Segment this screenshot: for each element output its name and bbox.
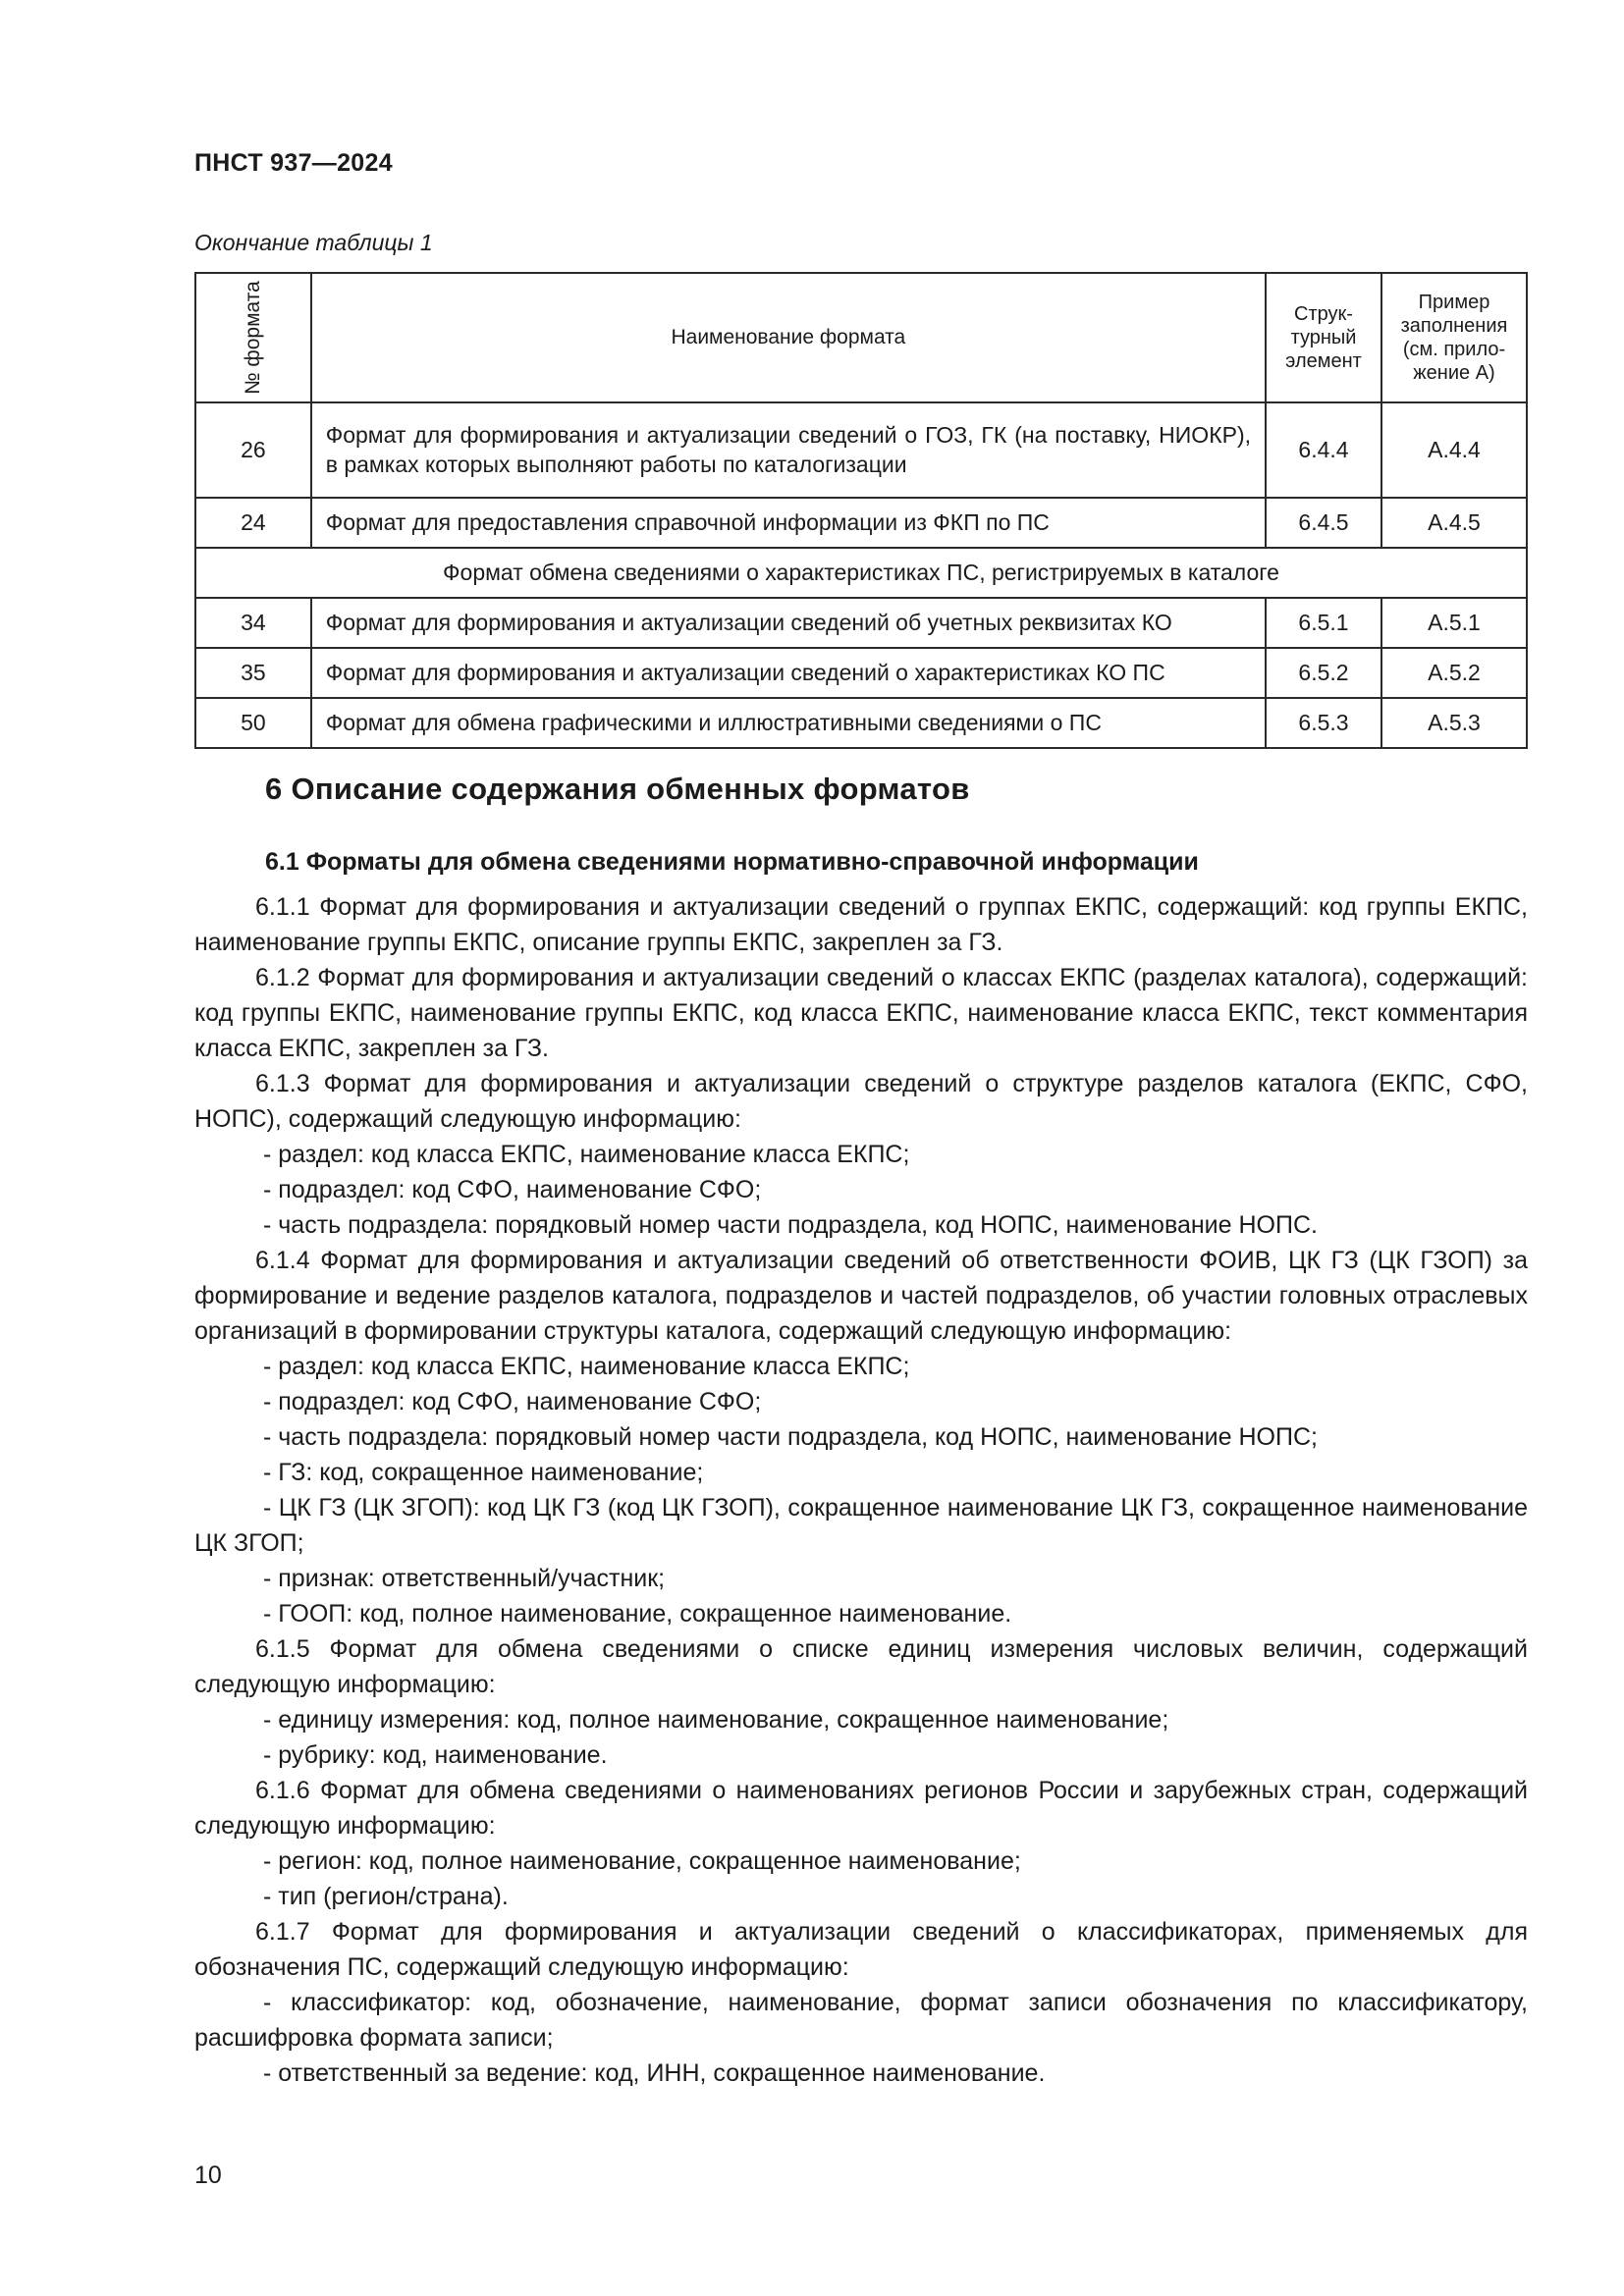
table-section-row	[195, 548, 1527, 598]
list-item: - классификатор: код, обозначение, наименование, формат записи обозначения по классификатору, расшифровка формата записи;	[194, 1989, 1528, 2052]
cell-struct: 6.5.1	[1266, 598, 1381, 648]
cell-struct: 6.4.4	[1266, 402, 1381, 498]
page-number: 10	[194, 2162, 222, 2189]
table-row	[195, 498, 1527, 548]
paragraph: 6.1.6 Формат для обмена сведениями о наименованиях регионов России и зарубежных стран, содержащий следующую информацию:	[194, 1777, 1528, 1840]
list-item: - раздел: код класса ЕКПС, наименование класса ЕКПС;	[263, 1141, 910, 1168]
paragraph: 6.1.3 Формат для формирования и актуализации сведений о структуре разделов каталога (ЕКПС, СФО, НОПС), содержащий следующую информацию:	[194, 1070, 1528, 1133]
list-item: - ГЗ: код, сокращенное наименование;	[263, 1459, 704, 1486]
cell-number: 34	[195, 598, 311, 648]
document-code: ПНСТ 937—2024	[194, 149, 393, 177]
table-row	[195, 648, 1527, 698]
list-item: - тип (регион/страна).	[263, 1883, 509, 1910]
list-item: - раздел: код класса ЕКПС, наименование класса ЕКПС;	[263, 1353, 910, 1380]
cell-name: Формат для формирования и актуализации сведений о ГОЗ, ГК (на поставку, НИОКР), в рамках которых выполняют работы по каталогизации	[311, 402, 1266, 498]
cell-number: 35	[195, 648, 311, 698]
list-item: - подраздел: код СФО, наименование СФО;	[263, 1388, 762, 1415]
list-item: - ЦК ГЗ (ЦК ЗГОП): код ЦК ГЗ (код ЦК ГЗОП), сокращенное наименование ЦК ГЗ, сокращенное наименование ЦК ЗГОП;	[194, 1494, 1528, 1557]
cell-name: Формат для формирования и актуализации сведений об учетных реквизитах КО	[311, 598, 1266, 648]
header-struct: Струк-турный элемент	[1266, 273, 1381, 402]
section-row-label: Формат обмена сведениями о характеристиках ПС, регистрируемых в каталоге	[195, 548, 1527, 598]
header-name: Наименование формата	[311, 273, 1266, 402]
table-caption: Окончание таблицы 1	[194, 230, 433, 255]
cell-name: Формат для формирования и актуализации сведений о характеристиках КО ПС	[311, 648, 1266, 698]
cell-example: А.4.4	[1381, 402, 1527, 498]
cell-name: Формат для предоставления справочной информации из ФКП по ПС	[311, 498, 1266, 548]
cell-example: А.4.5	[1381, 498, 1527, 548]
list-item: - часть подраздела: порядковый номер части подраздела, код НОПС, наименование НОПС.	[263, 1211, 1318, 1239]
cell-number: 26	[195, 402, 311, 498]
formats-table	[194, 272, 1528, 749]
cell-struct: 6.5.3	[1266, 698, 1381, 748]
list-item: - единицу измерения: код, полное наименование, сокращенное наименование;	[263, 1706, 1169, 1734]
paragraph: 6.1.4 Формат для формирования и актуализации сведений об ответственности ФОИВ, ЦК ГЗ (ЦК ГЗОП) за формирование и ведение разделов каталога, подразделов и частей подразделов, об участии головных отраслевых организаций в формировании структуры каталога, содержащий следующую информацию:	[194, 1247, 1528, 1345]
paragraph: 6.1.5 Формат для обмена сведениями о списке единиц измерения числовых величин, содержащий следующую информацию:	[194, 1635, 1528, 1698]
section-title: 6 Описание содержания обменных форматов	[265, 772, 970, 806]
list-item: - часть подраздела: порядковый номер части подраздела, код НОПС, наименование НОПС;	[263, 1423, 1318, 1451]
header-example: Пример заполнения (см. прило-жение А)	[1381, 273, 1527, 402]
table-header-row	[195, 273, 1527, 402]
cell-struct: 6.4.5	[1266, 498, 1381, 548]
table-row	[195, 598, 1527, 648]
cell-example: А.5.2	[1381, 648, 1527, 698]
list-item: - ГООП: код, полное наименование, сокращенное наименование.	[263, 1600, 1012, 1628]
list-item: - ответственный за ведение: код, ИНН, сокращенное наименование.	[263, 2059, 1046, 2087]
list-item: - рубрику: код, наименование.	[263, 1741, 608, 1769]
cell-example: А.5.3	[1381, 698, 1527, 748]
cell-number: 50	[195, 698, 311, 748]
list-item: - подраздел: код СФО, наименование СФО;	[263, 1176, 762, 1203]
table-row	[195, 402, 1527, 498]
list-item: - признак: ответственный/участник;	[263, 1565, 666, 1592]
paragraph: 6.1.7 Формат для формирования и актуализации сведений о классификаторах, применяемых для обозначения ПС, содержащий следующую информацию:	[194, 1918, 1528, 1981]
subsection-title: 6.1 Форматы для обмена сведениями нормативно-справочной информации	[265, 848, 1199, 876]
list-item: - регион: код, полное наименование, сокращенное наименование;	[263, 1847, 1021, 1875]
paragraph: 6.1.2 Формат для формирования и актуализации сведений о классах ЕКПС (разделах каталога), содержащий: код группы ЕКПС, наименование группы ЕКПС, код класса ЕКПС, наименование класса ЕКПС, текст комментария класса ЕКПС, закреплен за ГЗ.	[194, 964, 1528, 1062]
cell-struct: 6.5.2	[1266, 648, 1381, 698]
cell-example: А.5.1	[1381, 598, 1527, 648]
table-row	[195, 698, 1527, 748]
cell-number: 24	[195, 498, 311, 548]
paragraph: 6.1.1 Формат для формирования и актуализации сведений о группах ЕКПС, содержащий: код группы ЕКПС, наименование группы ЕКПС, описание группы ЕКПС, закреплен за ГЗ.	[194, 893, 1528, 956]
header-number: № формата	[195, 273, 311, 402]
body-text	[194, 889, 1528, 2091]
cell-name: Формат для обмена графическими и иллюстративными сведениями о ПС	[311, 698, 1266, 748]
